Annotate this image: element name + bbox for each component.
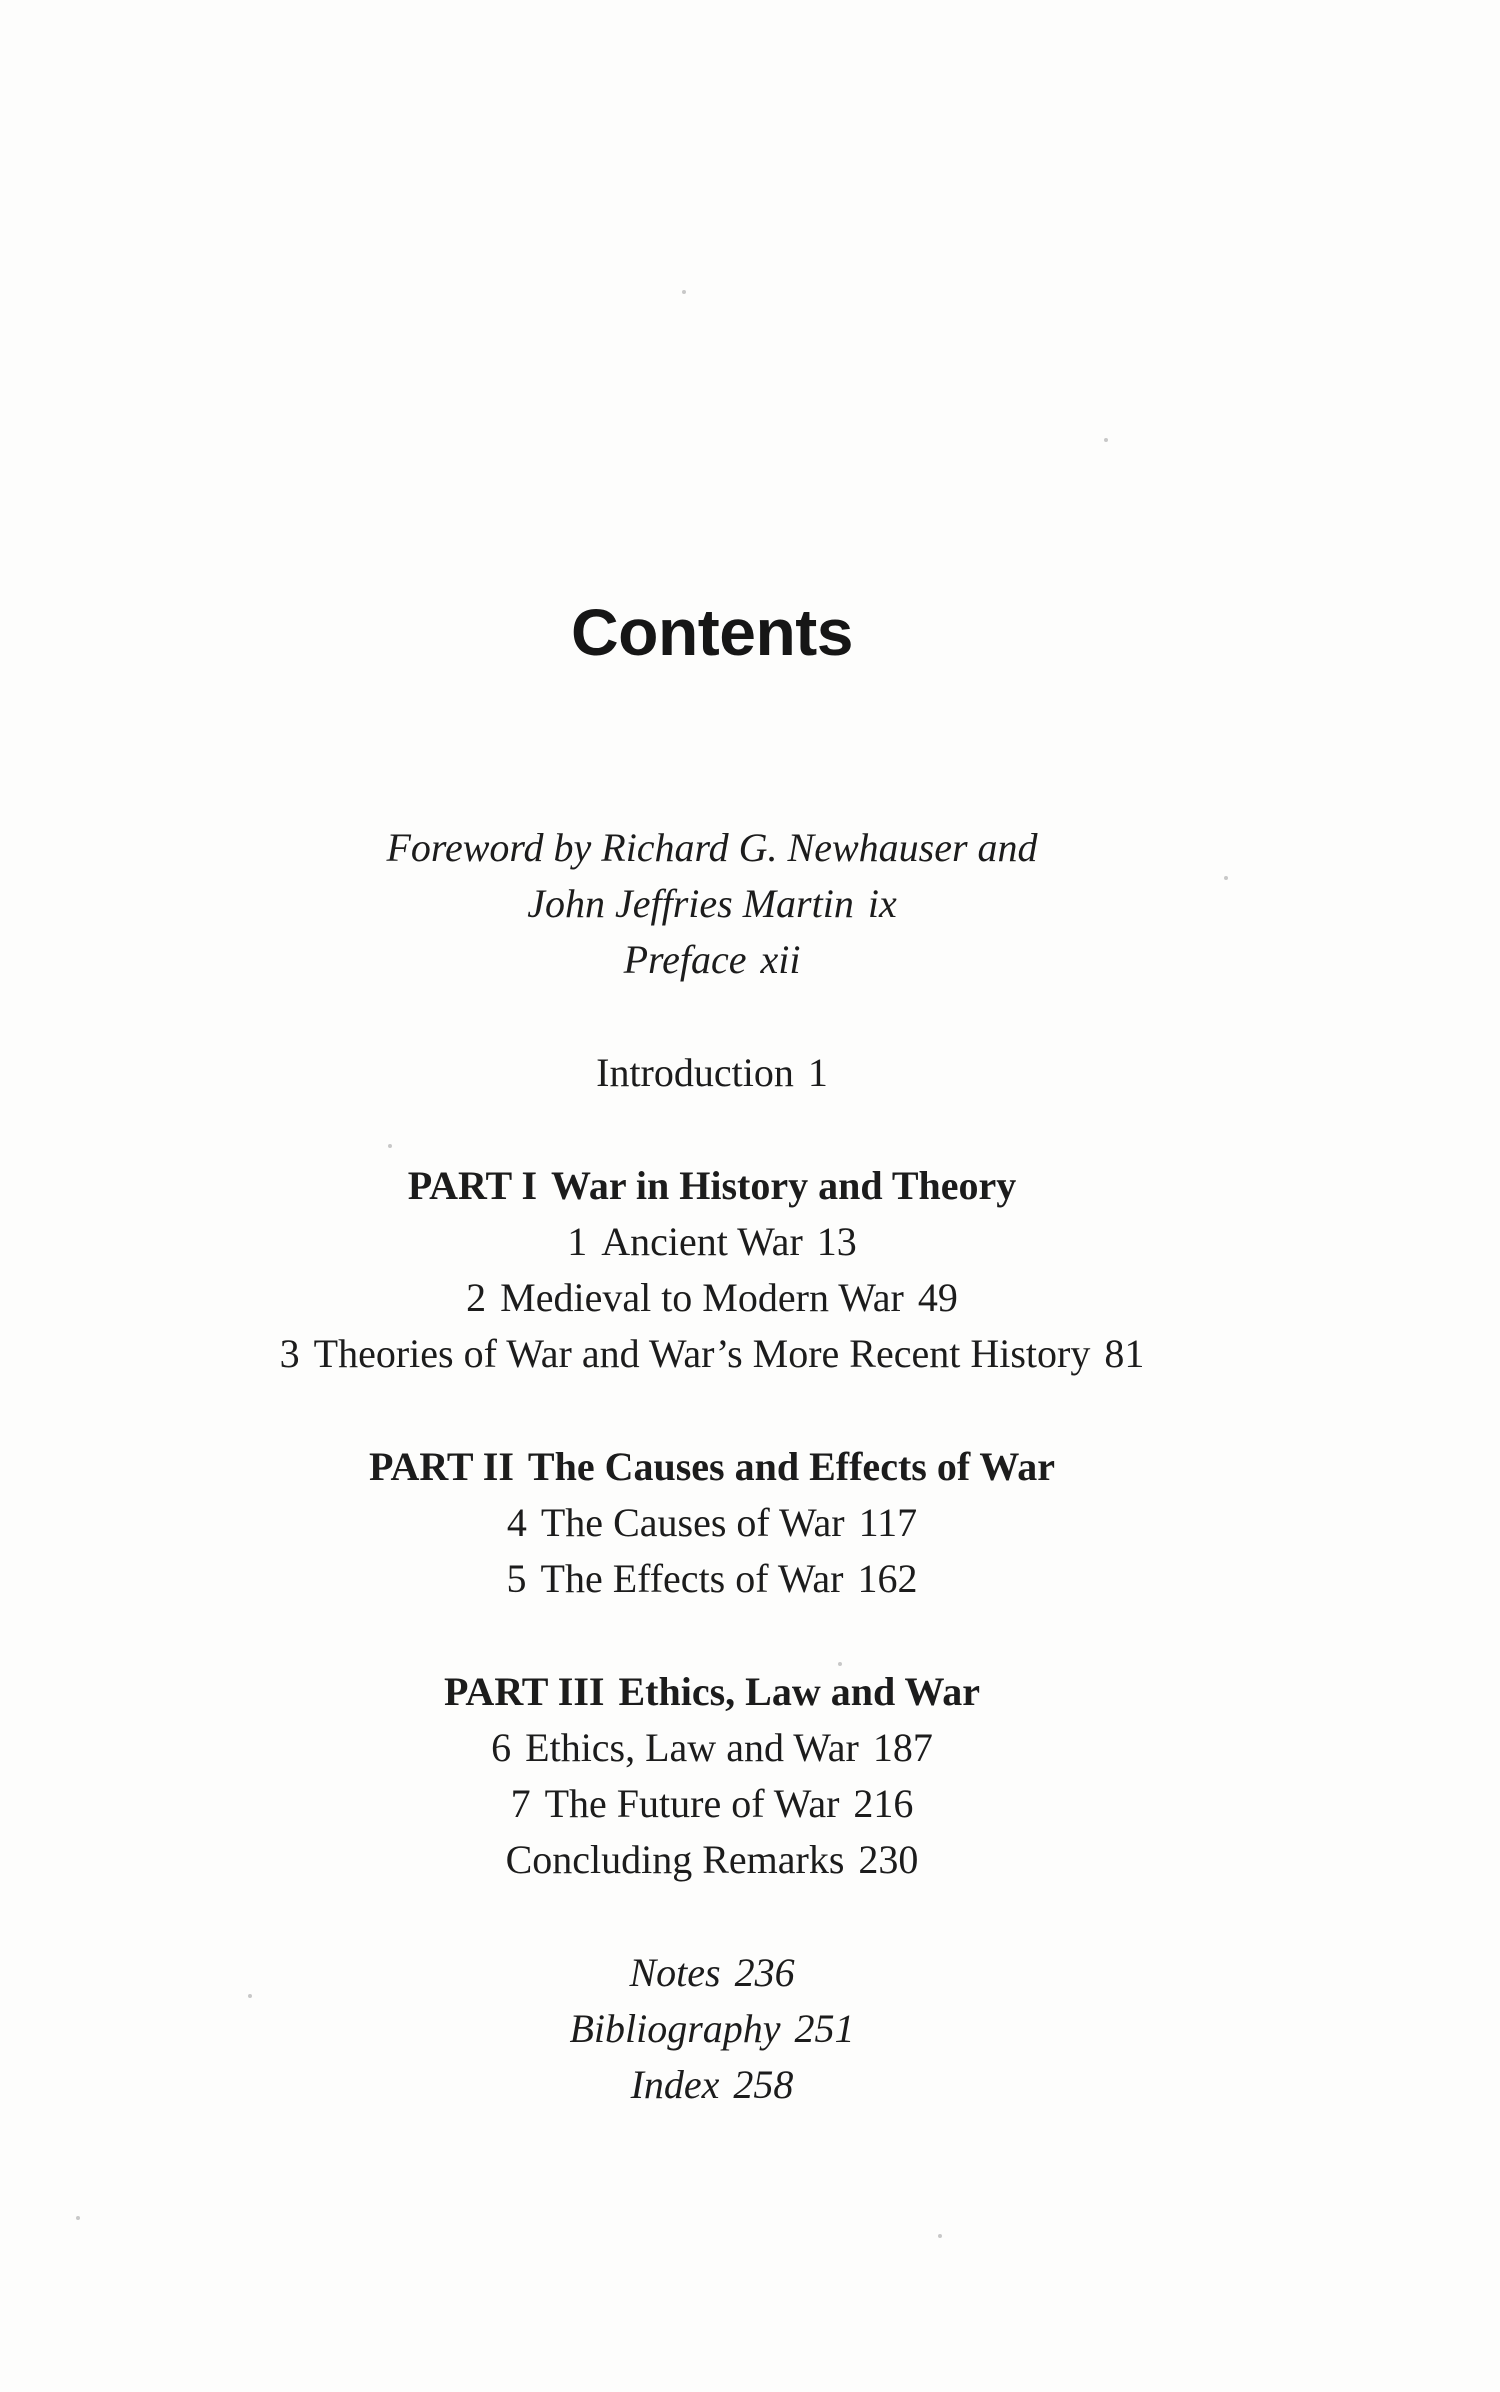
scan-speck <box>938 2234 942 2238</box>
toc-entry-title: Notes <box>629 1950 721 1995</box>
toc-entry-notes <box>0 1947 1424 1999</box>
toc-page-number: 49 <box>917 1275 958 1320</box>
toc-entry-title: Theories of War and War’s More Recent History <box>313 1331 1091 1376</box>
toc-entry-foreword <box>0 822 1424 874</box>
scan-speck <box>1224 876 1228 880</box>
part-title: War in History and Theory <box>551 1163 1017 1208</box>
scan-speck <box>838 1662 842 1666</box>
scan-speck <box>1104 438 1108 442</box>
toc-entry-title: The Effects of War <box>540 1556 844 1601</box>
part-title: The Causes and Effects of War <box>527 1444 1055 1489</box>
toc-entry-foreword-cont <box>0 878 1424 930</box>
toc-page-number: 187 <box>872 1725 933 1770</box>
chapter-number: 6 <box>491 1725 512 1770</box>
toc-entry-chapter <box>0 1272 1424 1324</box>
chapter-number: 1 <box>567 1219 588 1264</box>
part-title: Ethics, Law and War <box>618 1669 981 1714</box>
toc-entry-title: Foreword by Richard G. Newhauser and <box>386 825 1038 870</box>
chapter-number: 3 <box>279 1331 300 1376</box>
toc-page-number: xii <box>760 937 801 982</box>
toc-entry-chapter <box>0 1722 1424 1774</box>
toc-page-number: 236 <box>734 1950 795 1995</box>
part-label: PART II <box>369 1444 514 1489</box>
toc-entry-title: Ethics, Law and War <box>525 1725 859 1770</box>
toc-entry-chapter <box>0 1497 1424 1549</box>
toc-page-number: ix <box>867 881 897 926</box>
toc-entry-title: John Jeffries Martin <box>527 881 854 926</box>
part-label: PART III <box>443 1669 605 1714</box>
toc-page-number: 13 <box>816 1219 857 1264</box>
scan-speck <box>76 2216 80 2220</box>
toc-entry-title: Preface <box>623 937 747 982</box>
toc-page-number: 81 <box>1104 1331 1145 1376</box>
part-label: PART I <box>407 1163 538 1208</box>
toc-entry-chapter <box>0 1328 1424 1380</box>
toc-page-number: 117 <box>858 1500 918 1545</box>
toc-entry-concluding <box>0 1834 1424 1886</box>
chapter-number: 5 <box>506 1556 527 1601</box>
part-heading <box>0 1666 1424 1718</box>
toc-page-number: 162 <box>857 1556 918 1601</box>
toc-entry-title: The Future of War <box>544 1781 840 1826</box>
scan-speck <box>388 1144 392 1148</box>
toc-page-number: 251 <box>794 2006 855 2051</box>
toc-entry-chapter <box>0 1778 1424 1830</box>
toc-page-number: 1 <box>807 1050 828 1095</box>
toc-page-number: 258 <box>733 2062 794 2107</box>
toc-entry-title: Medieval to Modern War <box>500 1275 904 1320</box>
toc-page-number: 216 <box>853 1781 914 1826</box>
toc-entry-title: Index <box>630 2062 720 2107</box>
part-heading <box>0 1160 1424 1212</box>
chapter-number: 4 <box>506 1500 527 1545</box>
toc-entry-introduction <box>0 1047 1424 1099</box>
chapter-number: 7 <box>510 1781 531 1826</box>
toc-entry-preface <box>0 934 1424 986</box>
scan-speck <box>248 1994 252 1998</box>
scan-speck <box>682 290 686 294</box>
chapter-number: 2 <box>466 1275 487 1320</box>
toc-entry-title: The Causes of War <box>540 1500 845 1545</box>
toc-entry-title: Concluding Remarks <box>505 1837 845 1882</box>
toc-entry-title: Introduction <box>596 1050 794 1095</box>
toc-entry-bibliography <box>0 2003 1424 2055</box>
toc-entry-title: Ancient War <box>601 1219 803 1264</box>
part-heading <box>0 1441 1424 1493</box>
toc-entry-title: Bibliography <box>569 2006 781 2051</box>
toc-entry-index <box>0 2059 1424 2111</box>
toc-entry-chapter <box>0 1216 1424 1268</box>
page-title: Contents <box>571 595 853 669</box>
toc-page-number: 230 <box>858 1837 919 1882</box>
toc-entry-chapter <box>0 1553 1424 1605</box>
